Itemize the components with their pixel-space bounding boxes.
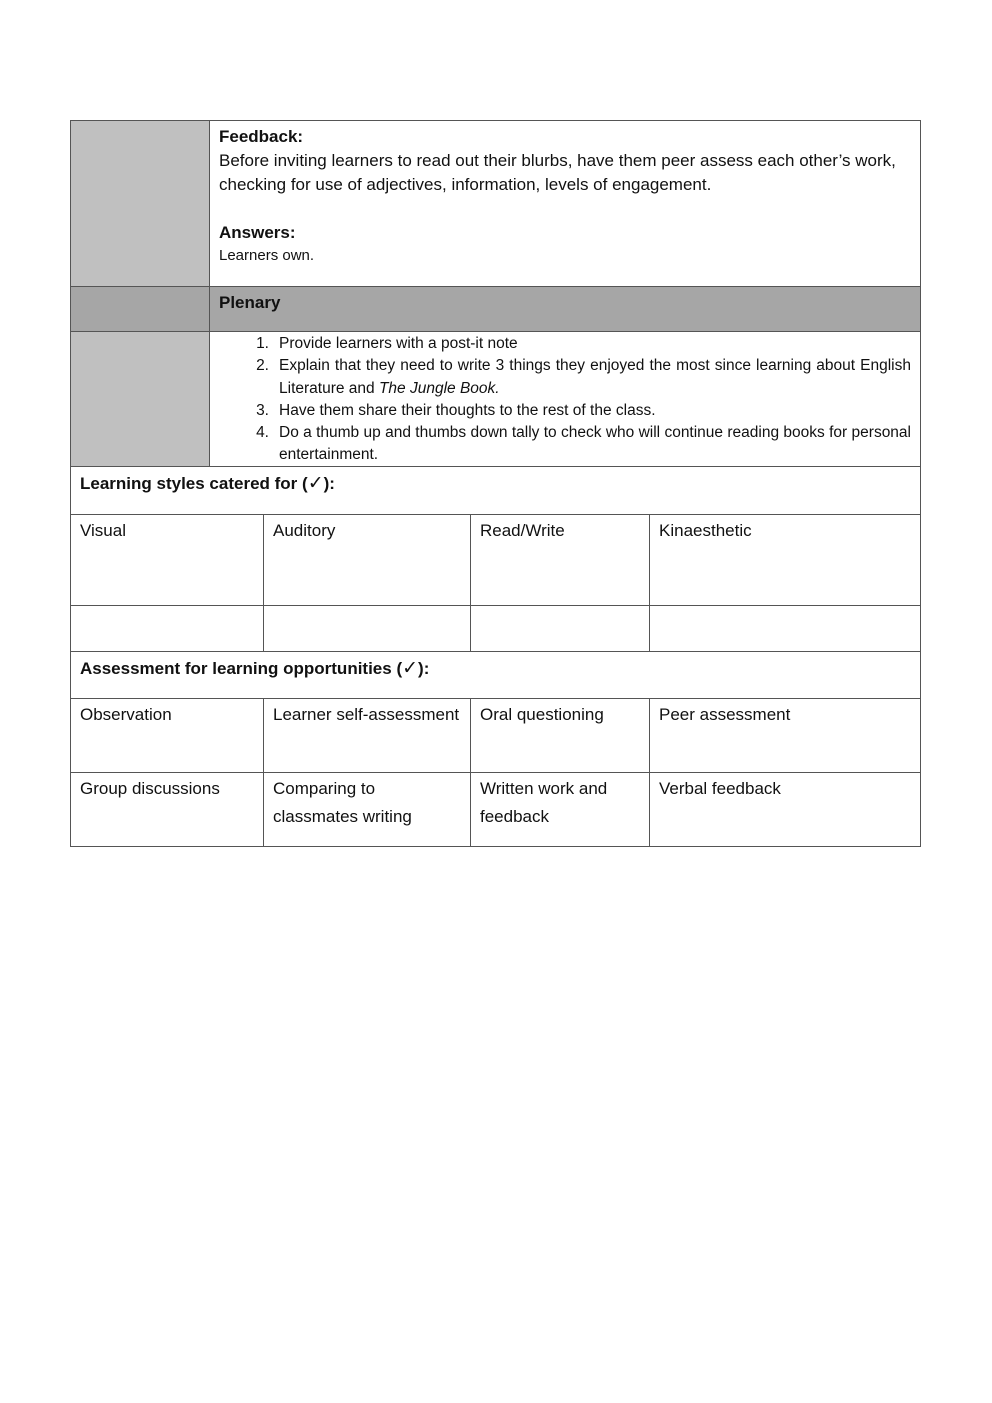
assessment-peer: Peer assessment xyxy=(659,705,791,724)
list-item: 3. Have them share their thoughts to the rest of the class. xyxy=(256,401,656,419)
list-item: 4. Do a thumb up and thumbs down tally to check who will continue reading books for personal entertainment. xyxy=(256,424,911,464)
check-mark-icon: ✓ xyxy=(307,472,324,494)
feedback-side-cell xyxy=(71,121,210,286)
check-cell-auditory[interactable] xyxy=(264,606,471,651)
list-item: 2. Explain that they need to write 3 things they enjoyed the most since learning about English Literature and The Jungle Book. xyxy=(256,357,911,397)
feedback-text: Before inviting learners to read out their blurbs, have them peer assess each other’s work, checking for use of adjectives, information, levels of engagement. xyxy=(219,151,896,194)
learning-styles-heading-row xyxy=(70,467,921,515)
assessment-row-2 xyxy=(70,773,921,847)
check-cell-kinaesthetic[interactable] xyxy=(650,606,920,651)
assessment-heading-row xyxy=(70,652,921,699)
lesson-plan-table xyxy=(70,120,921,847)
learning-styles-heading: Learning styles catered for (✓): xyxy=(80,472,335,494)
assessment-written: Written work and feedback xyxy=(471,773,650,846)
plenary-heading-cell xyxy=(210,287,920,331)
book-title: The Jungle Book. xyxy=(378,379,500,397)
list-item: 1. Provide learners with a post-it note xyxy=(256,335,518,352)
answers-heading: Answers: xyxy=(219,223,296,242)
assessment-oral: Oral questioning xyxy=(471,699,650,772)
assessment-heading: Assessment for learning opportunities (✓): xyxy=(80,657,430,679)
feedback-heading: Feedback: xyxy=(219,127,304,146)
plenary-list-side-cell xyxy=(71,332,210,466)
assessment-row-1 xyxy=(70,699,921,773)
learning-styles-row xyxy=(70,515,921,606)
style-read-write: Read/Write xyxy=(471,515,650,605)
plenary-side-cell xyxy=(71,287,210,331)
plenary-list-cell xyxy=(210,332,920,466)
feedback-row xyxy=(70,120,921,287)
check-cell-visual[interactable] xyxy=(71,606,264,651)
assessment-comparing: Comparing to classmates writing xyxy=(264,773,471,846)
style-visual: Visual xyxy=(71,515,264,605)
plenary-heading-row xyxy=(70,287,921,332)
plenary-list xyxy=(219,333,911,467)
learning-styles-check-row xyxy=(70,606,921,652)
style-kinaesthetic: Kinaesthetic xyxy=(659,521,752,540)
assessment-self: Learner self-assessment xyxy=(264,699,471,772)
plenary-list-row xyxy=(70,332,921,467)
plenary-heading: Plenary xyxy=(219,293,281,312)
style-auditory: Auditory xyxy=(264,515,471,605)
assessment-verbal: Verbal feedback xyxy=(659,779,781,798)
answers-text: Learners own. xyxy=(219,247,315,264)
feedback-cell xyxy=(210,121,920,286)
check-mark-icon: ✓ xyxy=(402,657,419,679)
check-cell-read-write[interactable] xyxy=(471,606,650,651)
assessment-group: Group discussions xyxy=(71,773,264,846)
assessment-observation: Observation xyxy=(71,699,264,772)
